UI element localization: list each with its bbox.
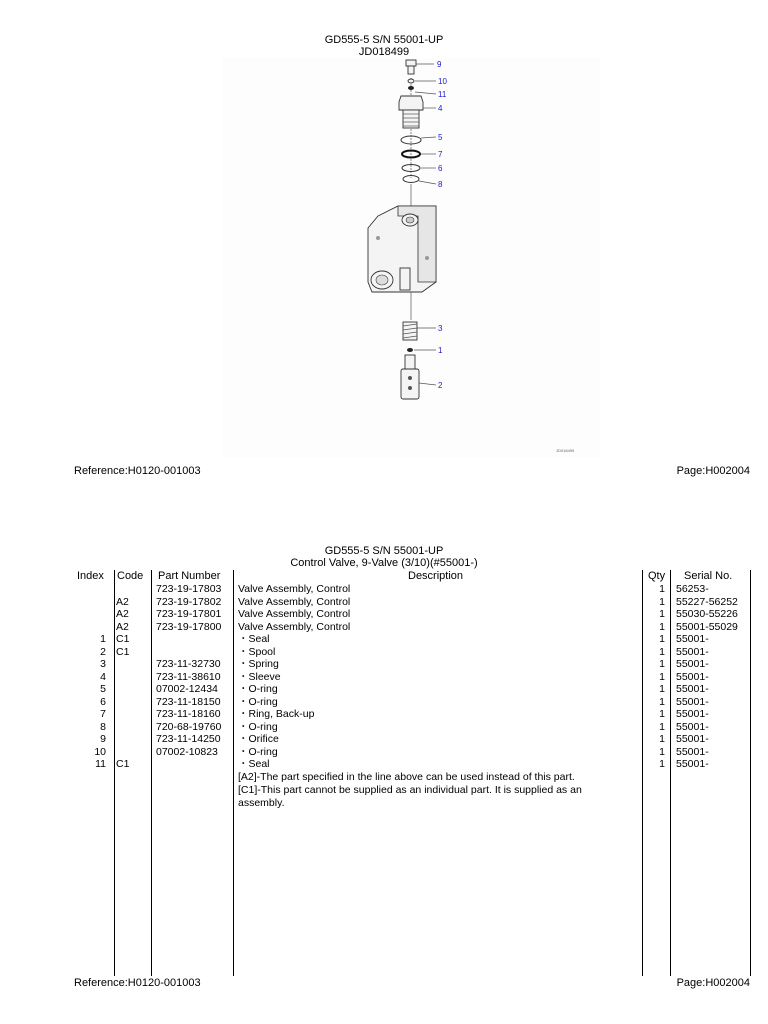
cell-description: ・O-ring (238, 683, 278, 695)
cell-part-number: 723-19-17800 (156, 620, 222, 633)
image-id-label: JD018499 (556, 448, 575, 453)
cell-qty: 1 (659, 720, 665, 733)
cell-part-number: 723-19-17801 (156, 608, 222, 620)
o-ring-8 (403, 176, 419, 183)
cell-description: ・O-ring (238, 695, 278, 708)
header-code: Code (117, 570, 144, 582)
o-ring-10 (408, 79, 414, 83)
parts-list-title-line: GD555-5 S/N 55001-UP (324, 545, 444, 557)
table-row (74, 633, 751, 646)
cell-serial: 55001- (676, 695, 709, 708)
header-qty: Qty (648, 570, 666, 582)
callout-2: 2 (438, 381, 443, 390)
cell-serial: 55001- (676, 758, 709, 770)
cell-index: 8 (100, 720, 106, 733)
cell-description: ・Spring (238, 658, 279, 670)
cell-part-number: 723-11-14250 (156, 733, 221, 745)
table-row (74, 596, 751, 609)
parts-list-title (0, 545, 768, 569)
header-part-number: Part Number (158, 570, 221, 582)
cell-code: C1 (116, 645, 130, 658)
table-row (74, 671, 751, 684)
parts-table (74, 570, 751, 976)
cell-serial: 56253- (676, 583, 709, 595)
cell-qty: 1 (659, 695, 665, 708)
cell-qty: 1 (659, 658, 665, 670)
cell-qty: 1 (659, 608, 665, 620)
cell-description: Valve Assembly, Control (238, 620, 351, 633)
cell-index: 7 (100, 708, 106, 720)
callout-9: 9 (437, 60, 442, 69)
note-a2: [A2]-The part specified in the line above can be used instead of this part. (238, 771, 575, 783)
header-serial: Serial No. (684, 570, 733, 582)
cell-serial: 55030-55226 (676, 608, 738, 620)
cell-qty: 1 (659, 670, 665, 683)
cell-code: A2 (116, 620, 129, 633)
cell-part-number: 723-11-18160 (156, 708, 221, 720)
cell-index: 4 (100, 670, 106, 683)
cell-serial: 55001- (676, 745, 709, 758)
cell-description: ・Ring, Back-up (238, 708, 315, 720)
cell-description: ・Seal (238, 758, 270, 770)
cell-index: 11 (95, 758, 106, 770)
cell-qty: 1 (659, 633, 665, 645)
cell-code: A2 (116, 608, 129, 620)
cell-code: A2 (116, 595, 129, 608)
parts-list-subtitle: Control Valve, 9-Valve (3/10)(#55001-) (290, 557, 478, 569)
cell-qty: 1 (659, 708, 665, 720)
diagram-svg (222, 58, 600, 458)
callout-1: 1 (438, 346, 443, 355)
cell-description: Valve Assembly, Control (238, 595, 351, 608)
reference-label-1: Reference:H0120-001003 (74, 465, 201, 477)
cell-qty: 1 (659, 595, 665, 608)
exploded-parts-diagram (222, 58, 600, 458)
table-row (74, 708, 751, 721)
diagram-title (0, 34, 768, 58)
cell-part-number: 07002-12434 (156, 683, 218, 695)
cell-serial: 55001- (676, 633, 709, 645)
cell-description: Valve Assembly, Control (238, 608, 351, 620)
table-row (74, 608, 751, 621)
cell-serial: 55001- (676, 658, 709, 670)
seal-1 (407, 348, 413, 352)
callout-6: 6 (438, 164, 443, 173)
cell-description: ・Spool (238, 645, 276, 658)
cell-qty: 1 (659, 620, 665, 633)
cell-description: ・Sleeve (238, 670, 281, 683)
cell-index: 3 (100, 658, 106, 670)
drawing-number: JD018499 (358, 46, 410, 58)
table-row (74, 721, 751, 734)
table-row (74, 696, 751, 709)
diagram-title-line: GD555-5 S/N 55001-UP (324, 34, 444, 46)
cell-description: Valve Assembly, Control (238, 583, 351, 595)
cell-part-number: 07002-10823 (156, 745, 218, 758)
header-description: Description (408, 570, 464, 582)
page-label-2: Page:H002004 (676, 977, 750, 989)
header-index: Index (77, 570, 104, 582)
cell-index: 6 (100, 695, 106, 708)
callout-7: 7 (438, 150, 443, 159)
orifice-part (406, 60, 416, 74)
cell-qty: 1 (659, 733, 665, 745)
cell-serial: 55001-55029 (676, 620, 738, 633)
cell-part-number: 720-68-19760 (156, 720, 222, 733)
cell-code: C1 (116, 633, 130, 645)
callout-10: 10 (438, 77, 447, 86)
cell-serial: 55001- (676, 733, 709, 745)
cell-qty: 1 (659, 683, 665, 695)
cell-index: 5 (100, 683, 106, 695)
cell-serial: 55001- (676, 683, 709, 695)
table-row (74, 621, 751, 634)
callout-3: 3 (438, 324, 443, 333)
cell-serial: 55001- (676, 645, 709, 658)
valve-body (368, 206, 436, 292)
cell-serial: 55001- (676, 670, 709, 683)
table-row (74, 583, 751, 596)
cell-description: ・Seal (238, 633, 270, 645)
table-row (74, 646, 751, 659)
cell-serial: 55227-56252 (676, 595, 738, 608)
cell-part-number: 723-11-38610 (156, 670, 221, 683)
cell-serial: 55001- (676, 720, 709, 733)
note-c1: [C1]-This part cannot be supplied as an individual part. It is supplied as an assembly. (238, 784, 582, 809)
table-row (74, 758, 751, 771)
cell-part-number: 723-11-18150 (156, 695, 221, 708)
cell-description: ・O-ring (238, 745, 278, 758)
callout-11: 11 (438, 90, 447, 99)
table-row (74, 683, 751, 696)
cell-part-number: 723-19-17803 (156, 583, 222, 595)
cell-serial: 55001- (676, 708, 709, 720)
spool-part (401, 355, 419, 399)
table-row (74, 746, 751, 759)
cell-index: 9 (100, 733, 106, 745)
cell-index: 10 (94, 745, 106, 758)
cell-index: 1 (100, 633, 106, 645)
sleeve-part (399, 96, 423, 128)
callout-5: 5 (438, 133, 443, 142)
cell-part-number: 723-19-17802 (156, 595, 222, 608)
cell-qty: 1 (659, 645, 665, 658)
table-row (74, 733, 751, 746)
page-label-1: Page:H002004 (676, 465, 750, 477)
cell-qty: 1 (659, 758, 665, 770)
spring-part (403, 322, 417, 340)
cell-index: 2 (100, 645, 106, 658)
cell-description: ・O-ring (238, 720, 278, 733)
cell-qty: 1 (659, 745, 665, 758)
cell-part-number: 723-11-32730 (156, 658, 221, 670)
cell-qty: 1 (659, 583, 665, 595)
reference-label-2: Reference:H0120-001003 (74, 977, 201, 989)
seal-11 (408, 86, 414, 90)
callout-4: 4 (438, 104, 443, 113)
callout-8: 8 (438, 180, 443, 189)
table-row (74, 658, 751, 671)
cell-code: C1 (116, 758, 130, 770)
cell-description: ・Orifice (238, 733, 279, 745)
